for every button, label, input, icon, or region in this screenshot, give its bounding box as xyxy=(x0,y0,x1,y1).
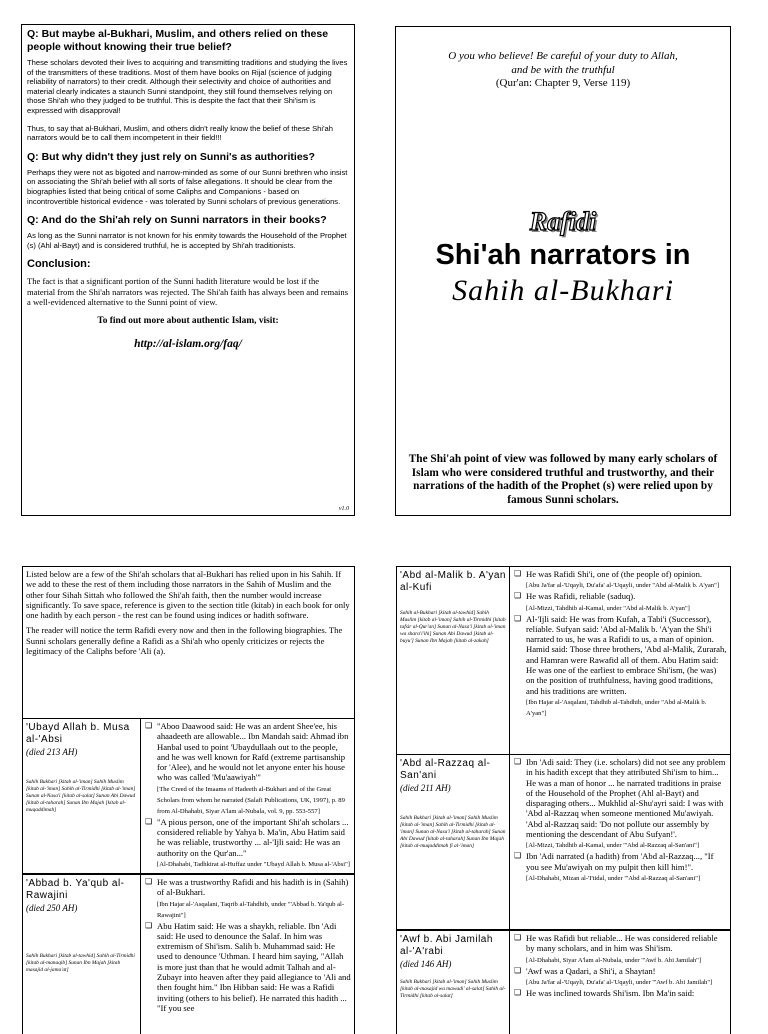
list-item: ❏ He was inclined towards Shi'ism. Ibn Ma'in said: xyxy=(514,987,695,998)
cover-title-line-1: Shi'ah narrators in xyxy=(435,239,691,271)
visit-prompt: To find out more about authentic Islam, visit: xyxy=(97,315,279,326)
version-label: v1.0 xyxy=(338,506,349,512)
list-item: ❏ He was a trustworthy Rafidi and his hadith is in (Sahih) of al-Bukhari. [Ibn Hajar al-'Asqalani, Taqrib al-Tahdhib, under "'Abbad b. Ya'qub al-Rawajini"] xyxy=(145,877,349,919)
checkbox-icon: ❏ xyxy=(145,877,153,886)
intro-panel xyxy=(22,566,355,718)
checkbox-icon: ❏ xyxy=(514,933,522,942)
intro-paragraph-2: The reader will notice the term Rafidi every now and then in the following biographies. The Sunni scholars generally define a Rafidi as a Shi'ah who openly criticizes or rejects the legitimacy of the Caliphs before 'Ali (a). xyxy=(26,625,343,657)
list-item: ❏ Ibn 'Adi narrated (a hadith) from 'Abd al-Razzaq..., "If you see Mu'awiyah on my pulpit then kill him!". [Al-Dhahabi, Mizan al-'I'tidal, under "'Abd al-Razzaq al-San'ani"] xyxy=(514,851,714,882)
source-citation: [Al-Mizzi, Tahdhib al-Kamal, under "Abd al-Malik b. A'yan"] xyxy=(526,604,690,612)
narrator-name: 'Abd al-Razzaq al-San'ani xyxy=(400,758,491,781)
conclusion-heading: Conclusion: xyxy=(27,258,91,271)
checkbox-icon: ❏ xyxy=(514,851,522,861)
narrator-biography-cell xyxy=(510,567,730,754)
source-citation: [Al-Mizzi, Tahdhib al-Kamal, under "'Abd al-Razzaq al-San'ani"] xyxy=(526,842,700,850)
narrator-name: 'Ubayd Allah b. Musa al-'Absi xyxy=(26,722,130,745)
source-citation: [Al-Dhahabi, Siyar A'lam al-Nubala, under "'Awf b. Abi Jamilah"] xyxy=(526,956,702,964)
source-citation: [The Creed of the Imaams of Hadeeth al-Bukhari and of the Great Scholars from whom he narrated (Salafi Publications, UK, 1997), p. 89 from Al-Dhahabi, Siyar A'lam al-Nubala, vol. 9, pp. 553-557] xyxy=(157,785,345,815)
checkbox-icon: ❏ xyxy=(145,920,153,930)
source-citation: [Abu Ja'far al-'Uqayli, Du'afa' al-'Uqayli, under "Abd al-Malik b. A'yan"] xyxy=(526,582,720,590)
narrator-references: Sahih Bukhari [kitab al-'iman] Sahih Muslim [kitab al-'iman] Sahih al-Tirmidhi [kitab al-'iman] Sunan al-Nasa'i [kitab al-taharah] Sunan Abi Dawud [kitab al-taharah] Sunan Ibn Majah [kitab al-muqaddimah fi al-'iman] xyxy=(400,815,506,849)
source-citation: [Al-Dhahabi, Tadhkirat al-Huffaz under "Ubayd Allah b. Musa al-'Absi"] xyxy=(157,860,351,868)
narrator-biography-cell xyxy=(141,875,354,1034)
narrator-references: Sahih Bukhari [kitab al-tawhid] Sahih al-Tirmidhi [kitab al-manaqib] Sunan Ibn Majah [kitab masajid al-jama'at] xyxy=(26,953,135,973)
checkbox-icon: ❏ xyxy=(145,816,153,826)
narrator-name: 'Abd al-Malik b. A'yan al-Kufi xyxy=(400,570,506,593)
website-link[interactable]: http://al-islam.org/faq/ xyxy=(134,337,242,350)
checkbox-icon: ❏ xyxy=(514,965,522,975)
checkbox-icon: ❏ xyxy=(514,591,522,601)
table-row xyxy=(396,930,731,1034)
table-row xyxy=(22,874,355,1034)
question-1: Q: But maybe al-Bukhari, Muslim, and others relied on these people without knowing their true belief? xyxy=(27,28,329,53)
verse-line-1: O you who believe! Be careful of your duty to Allah, xyxy=(448,50,678,62)
table-row xyxy=(22,718,355,874)
verse-line-2: and be with the truthful xyxy=(511,64,615,76)
narrator-name: 'Awf b. Abi Jamilah al-'A'rabi xyxy=(400,934,493,957)
list-item: ❏ Abu Hatim said: He was a shaykh, reliable. Ibn 'Adi said: He used to denounce the Salaf. In him was extremism of Shi'ism. Salih b. Muhammad said: He used to denounce 'Uthman. I heard him saying, "Allah is more just than that he would admit Talhah and al-Zubayr into heaven after they paid allegiance to 'Ali and then fought him." Ibn Hibban said: He was a Rafidi inviting (others to his belief). He narrated this hadith ... "If you see xyxy=(145,920,351,1013)
table-row xyxy=(396,566,731,755)
answer-2: Thus, to say that al-Bukhari, Muslim, and others didn't really know the belief of these Shi'ah narrators would be to call them incompetent in their field!!! xyxy=(27,123,333,143)
narrator-biography-cell xyxy=(141,719,354,873)
answer-1: These scholars devoted their lives to acquiring and transmitting traditions and studying the lives of the transmitters of these traditions. Most of them have books on Rijal (science of judging reliability of narrators) to their credit. Although their selectivity and choice of authorities and material clearly indicates a staunch Sunni standpoint, they still found themselves relying on those Shi'ah who they judged to be truthful. This is despite the fact that their Shi'ism is expressed with disapproval! xyxy=(27,58,348,115)
answer-3: Perhaps they were not as bigoted and narrow-minded as some of our Sunni brethren who insist on associating the Shi'ah belief with all sorts of false allegations. It should be clear from the biographies listed that being critical of some Caliphs and Companions - based on incontrovertible historical evidence - was tolerated by Sunni scholars of previous generations. xyxy=(27,167,348,206)
list-item: ❏ 'Awf was a Qadari, a Shi'i, a Shaytan! [Abu Ja'far al-'Uqayli, Du'afa' al-'Uqayli, under "'Awf b. Abi Jamilah"] xyxy=(514,965,713,986)
checkbox-icon: ❏ xyxy=(514,613,522,623)
narrator-biography-cell xyxy=(510,755,730,929)
cover-title-line-2: Sahih al-Bukhari xyxy=(452,274,674,307)
source-citation: [Ibn Hajar al-'Asqalani, Taqrib al-Tahdhib, under "'Abbad b. Ya'qub al-Rawajini"] xyxy=(157,900,345,919)
narrator-name-cell xyxy=(397,567,510,754)
list-item: ❏ He was Rafidi but reliable... He was considered reliable by many scholars, and in him was Shi'ism. [Al-Dhahabi, Siyar A'lam al-Nubala, under "'Awf b. Abi Jamilah"] xyxy=(514,933,718,964)
narrator-references: Sahih Bukhari [kitab al-'iman] Sahih Muslim [kitab al-masajid wa mawadi' al-salat] Sahih al-Tirmidhi [kitab al-salat] xyxy=(400,979,506,999)
narrator-biography-cell xyxy=(510,931,730,1034)
narrator-name-cell xyxy=(23,719,141,873)
list-item: ❏ He was Rafidi, reliable (saduq). [Al-Mizzi, Tahdhib al-Kamal, under "Abd al-Malik b. A'yan"] xyxy=(514,591,690,612)
checkbox-icon: ❏ xyxy=(514,569,522,578)
narrator-name-cell xyxy=(397,931,510,1034)
list-item: ❏ "Aboo Daawood said: He was an ardent Shee'ee, his ahaadeeth are allowable... Ibn Mandah said: Ahmad ibn Hanbal used to point 'Ubaydullaah out to the people, and he was well known for Rafd (extreme partisanship for 'Alee), and he would not let anyone enter his house who was called 'Mu'aawiyah'" [The Creed of the Imaams of Hadeeth al-Bukhari and of the Great Scholars from whom he narrated (Salafi Publications, UK, 1997), p. 89 from Al-Dhahabi, Siyar A'lam al-Nubala, vol. 9, pp. 553-557] xyxy=(145,721,349,815)
question-2: Q: But why didn't they just rely on Sunni's as authorities? xyxy=(27,150,315,163)
narrator-death-date: (died 213 AH) xyxy=(26,747,78,757)
cover-rafidi-title: Rafidi xyxy=(529,207,597,236)
list-item: ❏ Ibn 'Adi said: They (i.e. scholars) did not see any problem in his hadith except that they attributed Shi'ism to him... He was a man of honor ... he narrated traditions in praise of the Household of the Prophet (Ahl al-Bayt) and disparaging others... Mukhlid al-Shu'ayri said: I was with 'Abd al-Razzaq when someone mentioned Mu'awiyah. 'Abd al-Razzaq said: 'Do not pollute our assembly by mentioning the descendant of Abu Sufyan!'. [Al-Mizzi, Tahdhib al-Kamal, under "'Abd al-Razzaq al-San'ani"] xyxy=(514,757,726,850)
conclusion-text: The fact is that a significant portion of the Sunni hadith literature would be lost if the material from the Shi'ah narrators was rejected. The Shi'ah faith has always been and remains a well-evidenced alternative to the Sunni point of view. xyxy=(27,276,349,308)
checkbox-icon: ❏ xyxy=(514,987,522,997)
source-citation: [Ibn Hajar al-'Asqalani, Tahdhib al-Tahdhib, under "Abd al-Malik b. A'yan"] xyxy=(526,698,707,717)
narrator-death-date: (died 211 AH) xyxy=(400,783,451,793)
source-citation: [Abu Ja'far al-'Uqayli, Du'afa' al-'Uqayli, under "'Awf b. Abi Jamilah"] xyxy=(526,978,713,986)
narrator-references: Sahih Bukhari [kitab al-'iman] Sahih Muslim [kitab al-'iman] Sahih al-Tirmidhi [kitab al-'iman] Sunan al-Nasa'i [kitab al-salat] Sunan Abi Dawud [kitab al-taharah] Sunan Ibn Majah [kitab al-muqaddimah] xyxy=(26,779,136,813)
table-row xyxy=(396,755,731,930)
list-item: ❏ "A pious person, one of the important Shi'ah scholars ... considered reliable by Yahya b. Ma'in, Abu Hatim said he was reliable, trustworthy ... al-'Ijli said: He was an authority on the Qur'an..." [Al-Dhahabi, Tadhkirat al-Huffaz under "Ubayd Allah b. Musa al-'Absi"] xyxy=(145,816,351,868)
qa-panel xyxy=(21,24,355,516)
narrator-name-cell xyxy=(23,875,141,1034)
source-citation: [Al-Dhahabi, Mizan al-'I'tidal, under "'Abd al-Razzaq al-San'ani"] xyxy=(526,874,701,882)
narrator-name: 'Abbad b. Ya'qub al-Rawajini xyxy=(26,878,125,901)
checkbox-icon: ❏ xyxy=(145,721,153,730)
intro-paragraph-1: Listed below are a few of the Shi'ah scholars that al-Bukhari has relied upon in his Sahih. If we add to these the rest of them including those narrators in the Sahih of Muslim and the other four Sihah Sittah who followed the Shi'ah faith, then the number would increase significantly. To save space, reference is given to the section title (kitab) in each book for only one hadith by each person - the rest can be found using indices or hadith software. xyxy=(26,569,350,621)
cover-footer-text: The Shi'ah point of view was followed by many early scholars of Islam who were considered truthful and trustworthy, and their narrations of the hadith of the Prophet (s) were relied upon by famous Sunni scholars. xyxy=(408,453,718,506)
narrator-references: Sahih al-Bukhari [kitab al-tawhid] Sahih Muslim [kitab al-'iman] Sahih al-Tirmidhi [kitab tafsir al-Qur'an] Sunan al-Nasa'i [kitab al-'iman wa shara'i'ihi] Sunan Abi Dawud [kitab al-buyu'] Sunan Ibn Majah [kitab al-zakah] xyxy=(400,610,506,644)
narrator-death-date: (died 250 AH) xyxy=(26,903,78,913)
answer-4: As long as the Sunni narrator is not known for his enmity towards the Household of the Prophet (s) (Ahl al-Bayt) and is considered truthful, he is accepted by Shi'ah traditionists. xyxy=(27,231,347,250)
cover-panel xyxy=(395,26,731,516)
narrator-name-cell xyxy=(397,755,510,929)
list-item: ❏ Al-'Ijli said: He was from Kufah, a Tabi'i (Successor), reliable. Sufyan said: 'Abd al-Malik b. 'A'yan the Shi'i narrated to us, he was a Rafidi to us, a man of opinion. Hamid said: Those three brothers, 'Abd al-Malik, Zurarah, and Hamran were Rawafid all of them. Abu Hatim said: He was one of the earliest to embrace Shi'ism, (he was) on the position of truthfulness, having good traditions, and his traditions are written. [Ibn Hajar al-'Asqalani, Tahdhib al-Tahdhib, under "Abd al-Malik b. A'yan"] xyxy=(514,613,727,717)
verse-citation: (Qur'an: Chapter 9, Verse 119) xyxy=(495,77,631,89)
question-3: Q: And do the Shi'ah rely on Sunni narrators in their books? xyxy=(27,214,327,227)
narrator-death-date: (died 146 AH) xyxy=(400,959,452,969)
checkbox-icon: ❏ xyxy=(514,757,522,766)
list-item: ❏ He was Rafidi Shi'i, one of (the people of) opinion. [Abu Ja'far al-'Uqayli, Du'afa' al-'Uqayli, under "Abd al-Malik b. A'yan"] xyxy=(514,569,720,590)
